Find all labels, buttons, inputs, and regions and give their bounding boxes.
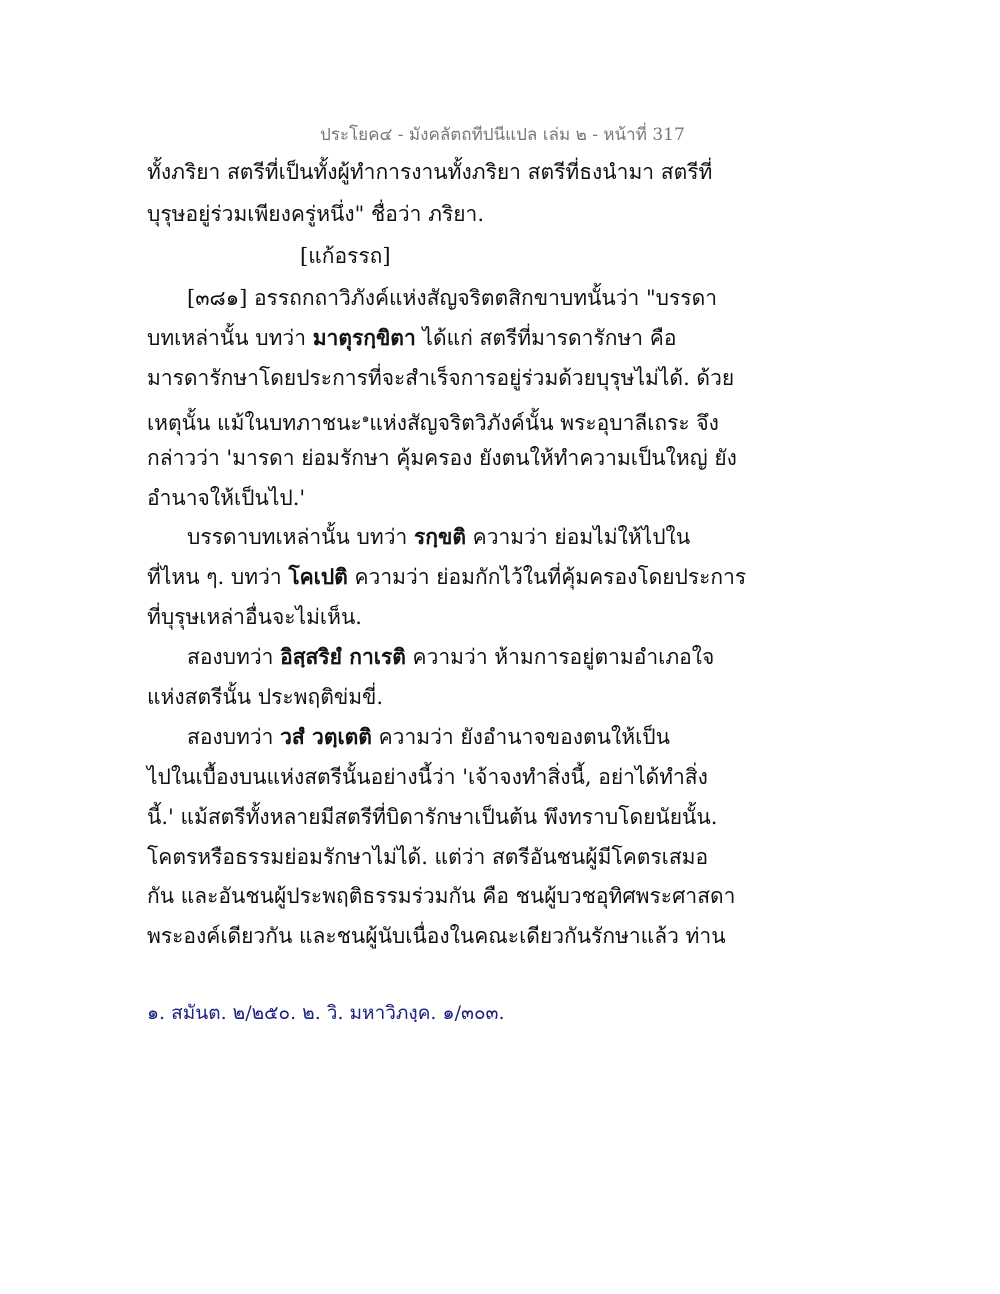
pali-term: วสํ วตฺเตติ <box>280 724 372 749</box>
text-line: บทเหล่านั้น บทว่า มาตุรกฺขิตา ได้แก่ สตรีที่มารดารักษา คือ <box>147 325 677 350</box>
text-line: ที่บุรุษเหล่าอื่นจะไม่เห็น. <box>147 605 362 629</box>
text-line: ที่ไหน ๆ. บทว่า โคเปติ ความว่า ย่อมกักไว้ในที่คุ้มครองโดยประการ <box>147 564 747 589</box>
footnote-marker: ๑ <box>361 411 370 425</box>
text-line: บุรุษอยู่ร่วมเพียงครู่หนึ่ง" ชื่อว่า ภริยา. <box>147 202 484 226</box>
text-line: [๓๘๑] อรรถกถาวิภังค์แห่งสัญจริตตสิกขาบทนั้นว่า "บรรดา <box>187 286 717 310</box>
text-line: พระองค์เดียวกัน และชนผู้นับเนื่องในคณะเดียวกันรักษาแล้ว ท่าน <box>147 924 726 948</box>
text-line: โคตรหรือธรรมย่อมรักษาไม่ได้. แต่ว่า สตรีอันชนผู้มีโคตรเสมอ <box>147 845 709 869</box>
pali-term: รกฺขติ <box>414 524 466 549</box>
footnote: ๑. สมันต. ๒/๒๕๐. ๒. วิ. มหาวิภงฺค. ๑/๓๐๓. <box>147 1002 505 1024</box>
section-heading: [แก้อรรถ] <box>300 244 391 268</box>
text-line: มารดารักษาโดยประการที่จะสำเร็จการอยู่ร่วมด้วยบุรุษไม่ได้. ด้วย <box>147 366 735 390</box>
text-line: เหตุนั้น แม้ในบทภาชนะ$^๑$แห่งสัญจริตวิภังค์นั้น พระอุบาลีเถระ จึง <box>147 411 719 435</box>
text-line: กล่าวว่า 'มารดา ย่อมรักษา คุ้มครอง ยังตนให้ทำความเป็นใหญ่ ยัง <box>147 446 737 470</box>
text-line: ไปในเบื้องบนแห่งสตรีนั้นอย่างนี้ว่า 'เจ้าจงทำสิ่งนี้, อย่าได้ทำสิ่ง <box>147 765 708 789</box>
pali-term: มาตุรกฺขิตา <box>312 325 416 350</box>
text-line: สองบทว่า วสํ วตฺเตติ ความว่า ยังอำนาจของตนให้เป็น <box>187 724 670 749</box>
text-line: นี้.' แม้สตรีทั้งหลายมีสตรีที่บิดารักษาเป็นต้น พึงทราบโดยนัยนั้น. <box>147 805 718 829</box>
text-line: ทั้งภริยา สตรีที่เป็นทั้งผู้ทำการงานทั้งภริยา สตรีที่ธงนำมา สตรีที่ <box>147 160 713 184</box>
text-line: สองบทว่า อิสฺสริยํ กาเรติ ความว่า ห้ามการอยู่ตามอำเภอใจ <box>187 644 715 669</box>
text-line: บรรดาบทเหล่านั้น บทว่า รกฺขติ ความว่า ย่อมไม่ให้ไปใน <box>187 524 691 549</box>
text-line: อำนาจให้เป็นไป.' <box>147 486 306 510</box>
pali-term: อิสฺสริยํ กาเรติ <box>280 644 406 669</box>
text-line: กัน และอันชนผู้ประพฤติธรรมร่วมกัน คือ ชนผู้บวชอุทิศพระศาสดา <box>147 884 736 908</box>
page-header: ประโยค๔ - มังคลัตถทีปนีแปล เล่ม ๒ - หน้าที่ 317 <box>320 125 685 145</box>
text-line: แห่งสตรีนั้น ประพฤติข่มขี่. <box>147 685 384 709</box>
pali-term: โคเปติ <box>288 564 348 589</box>
